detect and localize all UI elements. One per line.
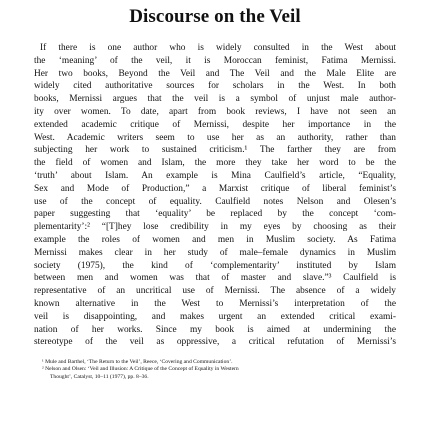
body-line: society (1975), the kind of ‘complementarity’ instituted by Islam [34,260,396,271]
footnotes [34,359,396,381]
body-line: between men and women was that of master and slave.”³ Caulfield is [34,273,396,284]
body-line: the ‘meaning’ of the veil, it is Moroccan feminist, Fatima Mernissi. [34,55,396,66]
body-line: West. Academic writers seem to use her as an authority, rather than [34,132,396,143]
body-line: widely cited authoritative sources for scholars in the West. In both [34,81,396,92]
footnote: ¹ Mule and Barthel, ‘The Return to the Veil’, Reece, ‘Covering and Communication’. [42,359,233,366]
footnote: ² Nelson and Olsen: ‘Veil and Illusion: A Critique of the Concept of Equality in Western [42,366,239,373]
footnote-continuation: Thought’, Catalyst, 10–11 (1977), pp. 8–36. [50,373,149,380]
body-line: Mernissi makes clear in her study of male–female dynamics in Muslim [34,247,396,258]
body-line: use of the concept of equality. Caulfield notes Nelson and Olesen’s [34,196,396,207]
body-line: paper suggesting that ‘equality’ be replaced by the concept ‘com- [34,209,396,220]
body-text [34,42,396,349]
body-line: extended academic critique of Mernissi, despite her importance in the [34,119,396,130]
body-line: example the roles of women and men in Muslim society. As Fatima [34,234,396,245]
body-line: stereotype of the veil as oppressive, a critical refutation of Mernissi’s [34,337,396,348]
body-line: ‘truth’ about Islam. An example is Mina Caulfield’s article, “Equality, [34,170,396,181]
body-line: veil is disappointing, and makes urgent an extended critical exami- [34,311,396,322]
body-line: representative of an uncritical use of Mernissi. The absence of a widely [34,286,396,297]
chapter-title: Discourse on the Veil [129,6,301,27]
body-line: subjecting her work to sustained criticism.¹ The farther they are from [34,145,396,156]
body-line: Her two books, Beyond the Veil and The Veil and the Male Elite are [34,68,396,79]
body-line: Sex and Mode of Production,” a Marxist critique of liberal feminist’s [34,183,396,194]
body-line: books, Mernissi argues that the veil is a symbol of unjust male author- [34,94,396,105]
body-line: known alternative in the West to Mernissi’s interpretation of the [34,298,396,309]
body-line: ity over women. To date, apart from book reviews, I have not seen an [34,106,396,117]
body-line: the field of women and Islam, the more they take her word to be the [34,158,396,169]
body-line: plementarity’:² “[T]hey lose credibility in my eyes by choosing as their [34,222,396,233]
body-line: nation of her works. Since my book is aimed at undermining the [34,324,396,335]
body-line: If there is one author who is widely consulted in the West about [40,43,396,53]
